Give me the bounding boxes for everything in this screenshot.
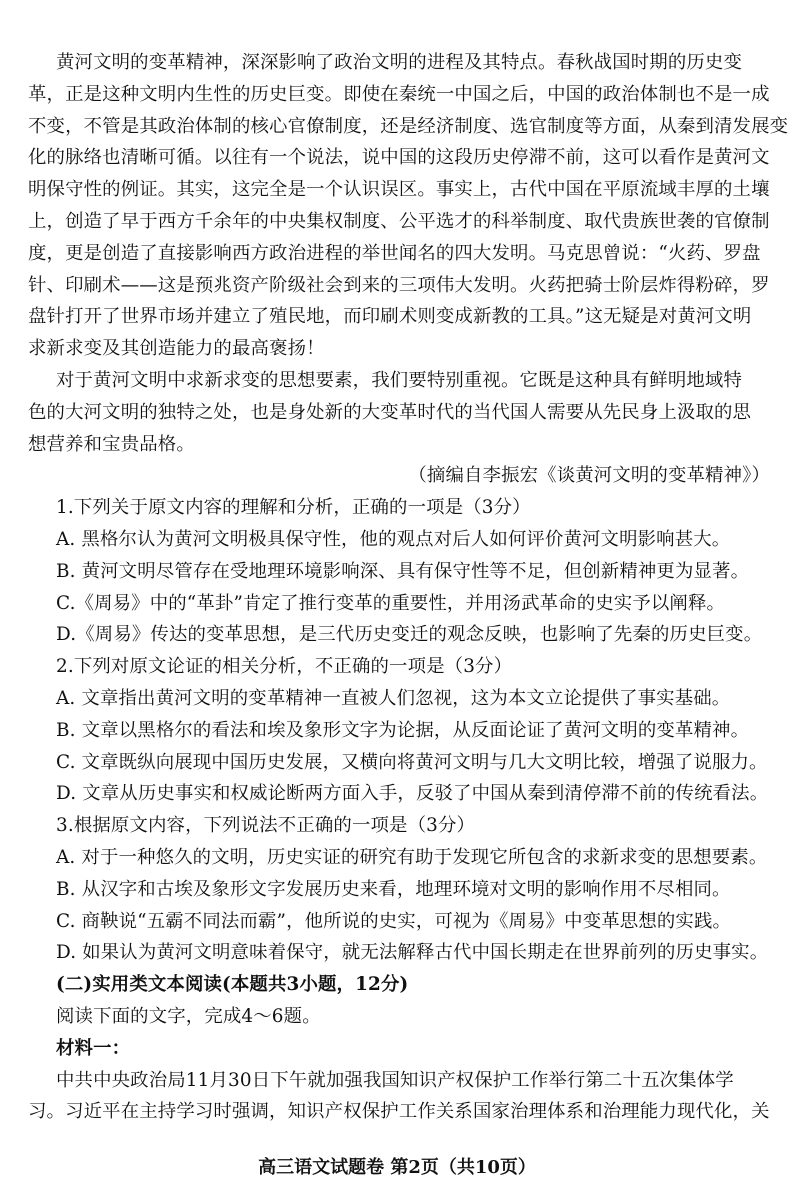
- text-line: D. 如果认为黄河文明意味着保守，就无法解释古代中国长期走在世界前列的历史事实。: [56, 942, 769, 964]
- text-line: 阅读下面的文字，完成4～6题。: [56, 1006, 321, 1027]
- text-line: 革，正是这种文明内生性的历史巨变。即使在秦统一中国之后，中国的政治体制也不是一成: [28, 83, 770, 105]
- text-line: D.《周易》传达的变革思想，是三代历史变迁的观念反映，也影响了先秦的历史巨变。: [56, 624, 763, 646]
- text-line: 1.下列关于原文内容的理解和分析，正确的一项是（3分）: [56, 497, 531, 519]
- text-line: 色的大河文明的独特之处，也是身处新的大变革时代的当代国人需要从先民身上汲取的思: [28, 401, 752, 423]
- text-line: 度，更是创造了直接影响西方政治进程的举世闻名的四大发明。马克思曾说：“火药、罗盘: [28, 242, 761, 264]
- text-line: C.《周易》中的“革卦”肯定了推行变革的重要性，并用汤武革命的史实予以阐释。: [56, 592, 726, 614]
- text-line: 对于黄河文明中求新求变的思想要素，我们要特别重视。它既是这种具有鲜明地域特: [56, 370, 743, 391]
- text-line: (二)实用类文本阅读(本题共3小题，12分): [56, 974, 409, 996]
- text-line: B. 文章以黑格尔的看法和埃及象形文字为论据，从反面论证了黄河文明的变革精神。: [56, 719, 750, 741]
- text-line: 3.根据原文内容，下列说法不正确的一项是（3分）: [56, 815, 476, 837]
- text-line: （摘编自李振宏《谈黄河文明的变革精神》）: [408, 465, 770, 487]
- page-footer: 高三语文试题卷 第2页（共10页）: [258, 1157, 536, 1178]
- text-line: 不变，不管是其政治体制的核心官僚制度，还是经济制度、选官制度等方面，从秦到清发展变: [28, 115, 789, 137]
- text-line: 针、印刷术——这是预兆资产阶级社会到来的三项伟大发明。火药把骑士阶层炸得粉碎，罗: [28, 274, 770, 296]
- text-line: B. 从汉字和古埃及象形文字发展历史来看，地理环境对文明的影响作用不尽相同。: [56, 878, 731, 900]
- text-line: 习。习近平在主持学习时强调，知识产权保护工作关系国家治理体系和治理能力现代化，关: [28, 1101, 770, 1123]
- text-line: 盘针打开了世界市场并建立了殖民地，而印刷术则变成新教的工具。”这无疑是对黄河文明: [28, 306, 752, 328]
- text-line: D. 文章从历史事实和权威论断两方面入手，反驳了中国从秦到清停滞不前的传统看法。: [56, 783, 769, 805]
- text-line: 材料一：: [56, 1037, 131, 1059]
- text-line: 2.下列对原文论证的相关分析，不正确的一项是（3分）: [56, 656, 513, 678]
- text-line: 想营养和宝贵品格。: [28, 433, 195, 455]
- text-line: C. 商鞅说“五霸不同法而霸”，他所说的史实，可视为《周易》中变革思想的实践。: [56, 910, 732, 932]
- text-line: 求新求变及其创造能力的最高褒扬！: [28, 338, 325, 360]
- text-line: 化的脉络也清晰可循。以往有一个说法，说中国的这段历史停滞不前，这可以看作是黄河文: [28, 147, 770, 169]
- text-line: 中共中央政治局11月30日下午就加强我国知识产权保护工作举行第二十五次集体学: [56, 1069, 734, 1091]
- text-line: B. 黄河文明尽管存在受地理环境影响深、具有保守性等不足，但创新精神更为显著。: [56, 560, 750, 582]
- text-line: A. 文章指出黄河文明的变革精神一直被人们忽视，这为本文立论提供了事实基础。: [56, 688, 731, 709]
- text-line: 上，创造了早于西方千余年的中央集权制度、公平选才的科举制度、取代贵族世袭的官僚制: [28, 211, 770, 232]
- text-line: 黄河文明的变革精神，深深影响了政治文明的进程及其特点。春秋战国时期的历史变: [56, 52, 743, 73]
- text-line: C. 文章既纵向展现中国历史发展，又横向将黄河文明与几大文明比较，增强了说服力。: [56, 751, 768, 773]
- text-line: 明保守性的例证。其实，这完全是一个认识误区。事实上，古代中国在平原流域丰厚的土壤: [28, 179, 770, 201]
- text-line: A. 对于一种悠久的文明，历史实证的研究有助于发现它所包含的求新求变的思想要素。: [56, 847, 768, 868]
- text-line: A. 黑格尔认为黄河文明极具保守性，他的观点对后人如何评价黄河文明影响甚大。: [56, 529, 731, 550]
